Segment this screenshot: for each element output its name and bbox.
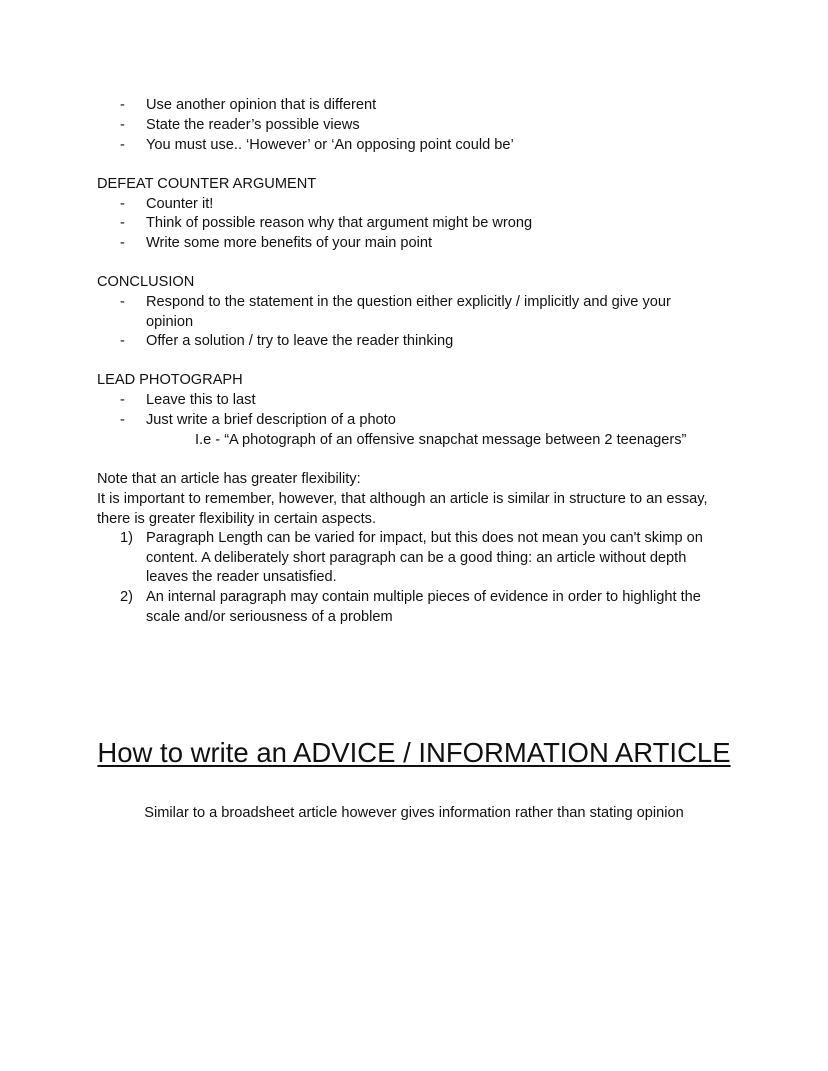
list-number: 2) — [120, 589, 133, 605]
numbered-item-line: content. A deliberately short paragraph can be a good thing: an article without depth — [146, 550, 687, 566]
bullet-dash: - — [120, 137, 125, 153]
list-item: Respond to the statement in the question either explicitly / implicitly and give your — [146, 294, 671, 310]
list-item: Leave this to last — [146, 392, 256, 408]
numbered-item-line: scale and/or seriousness of a problem — [146, 609, 393, 625]
bullet-dash: - — [120, 294, 125, 310]
list-item: You must use.. ‘However’ or ‘An opposing point could be’ — [146, 137, 514, 153]
list-item: Use another opinion that is different — [146, 97, 377, 113]
section-heading: CONCLUSION — [97, 274, 195, 290]
paragraph-line: there is greater flexibility in certain aspects. — [97, 511, 377, 527]
numbered-item-line: leaves the reader unsatisfied. — [146, 569, 337, 585]
bullet-dash: - — [120, 392, 125, 408]
bullet-dash: - — [120, 235, 125, 251]
list-item: Just write a brief description of a photo — [146, 412, 396, 428]
bullet-dash: - — [120, 117, 125, 133]
list-item-continuation: opinion — [146, 314, 194, 330]
numbered-item-line: Paragraph Length can be varied for impact, but this does not mean you can't skimp on — [146, 530, 703, 546]
bullet-dash: - — [120, 412, 125, 428]
paragraph-line: It is important to remember, however, that although an article is similar in structure to an essay, — [97, 491, 708, 507]
bullet-dash: - — [120, 333, 125, 349]
list-item: Offer a solution / try to leave the reader thinking — [146, 333, 454, 349]
list-number: 1) — [120, 530, 133, 546]
list-item: Write some more benefits of your main point — [146, 235, 433, 251]
note-text: Note that an article has greater flexibility: — [97, 471, 361, 487]
bullet-dash: - — [120, 97, 125, 113]
numbered-item-line: An internal paragraph may contain multiple pieces of evidence in order to highlight the — [146, 589, 701, 605]
section-heading: DEFEAT COUNTER ARGUMENT — [97, 176, 317, 192]
list-item: Counter it! — [146, 196, 214, 212]
list-item: Think of possible reason why that argument might be wrong — [146, 215, 533, 231]
example-text: I.e - “A photograph of an offensive snapchat message between 2 teenagers” — [195, 432, 687, 448]
section-subtitle: Similar to a broadsheet article however gives information rather than stating opinion — [144, 805, 684, 821]
section-title: How to write an ADVICE / INFORMATION ARTICLE — [97, 737, 731, 768]
bullet-dash: - — [120, 215, 125, 231]
bullet-dash: - — [120, 196, 125, 212]
list-item: State the reader’s possible views — [146, 117, 360, 133]
section-heading: LEAD PHOTOGRAPH — [97, 372, 243, 388]
